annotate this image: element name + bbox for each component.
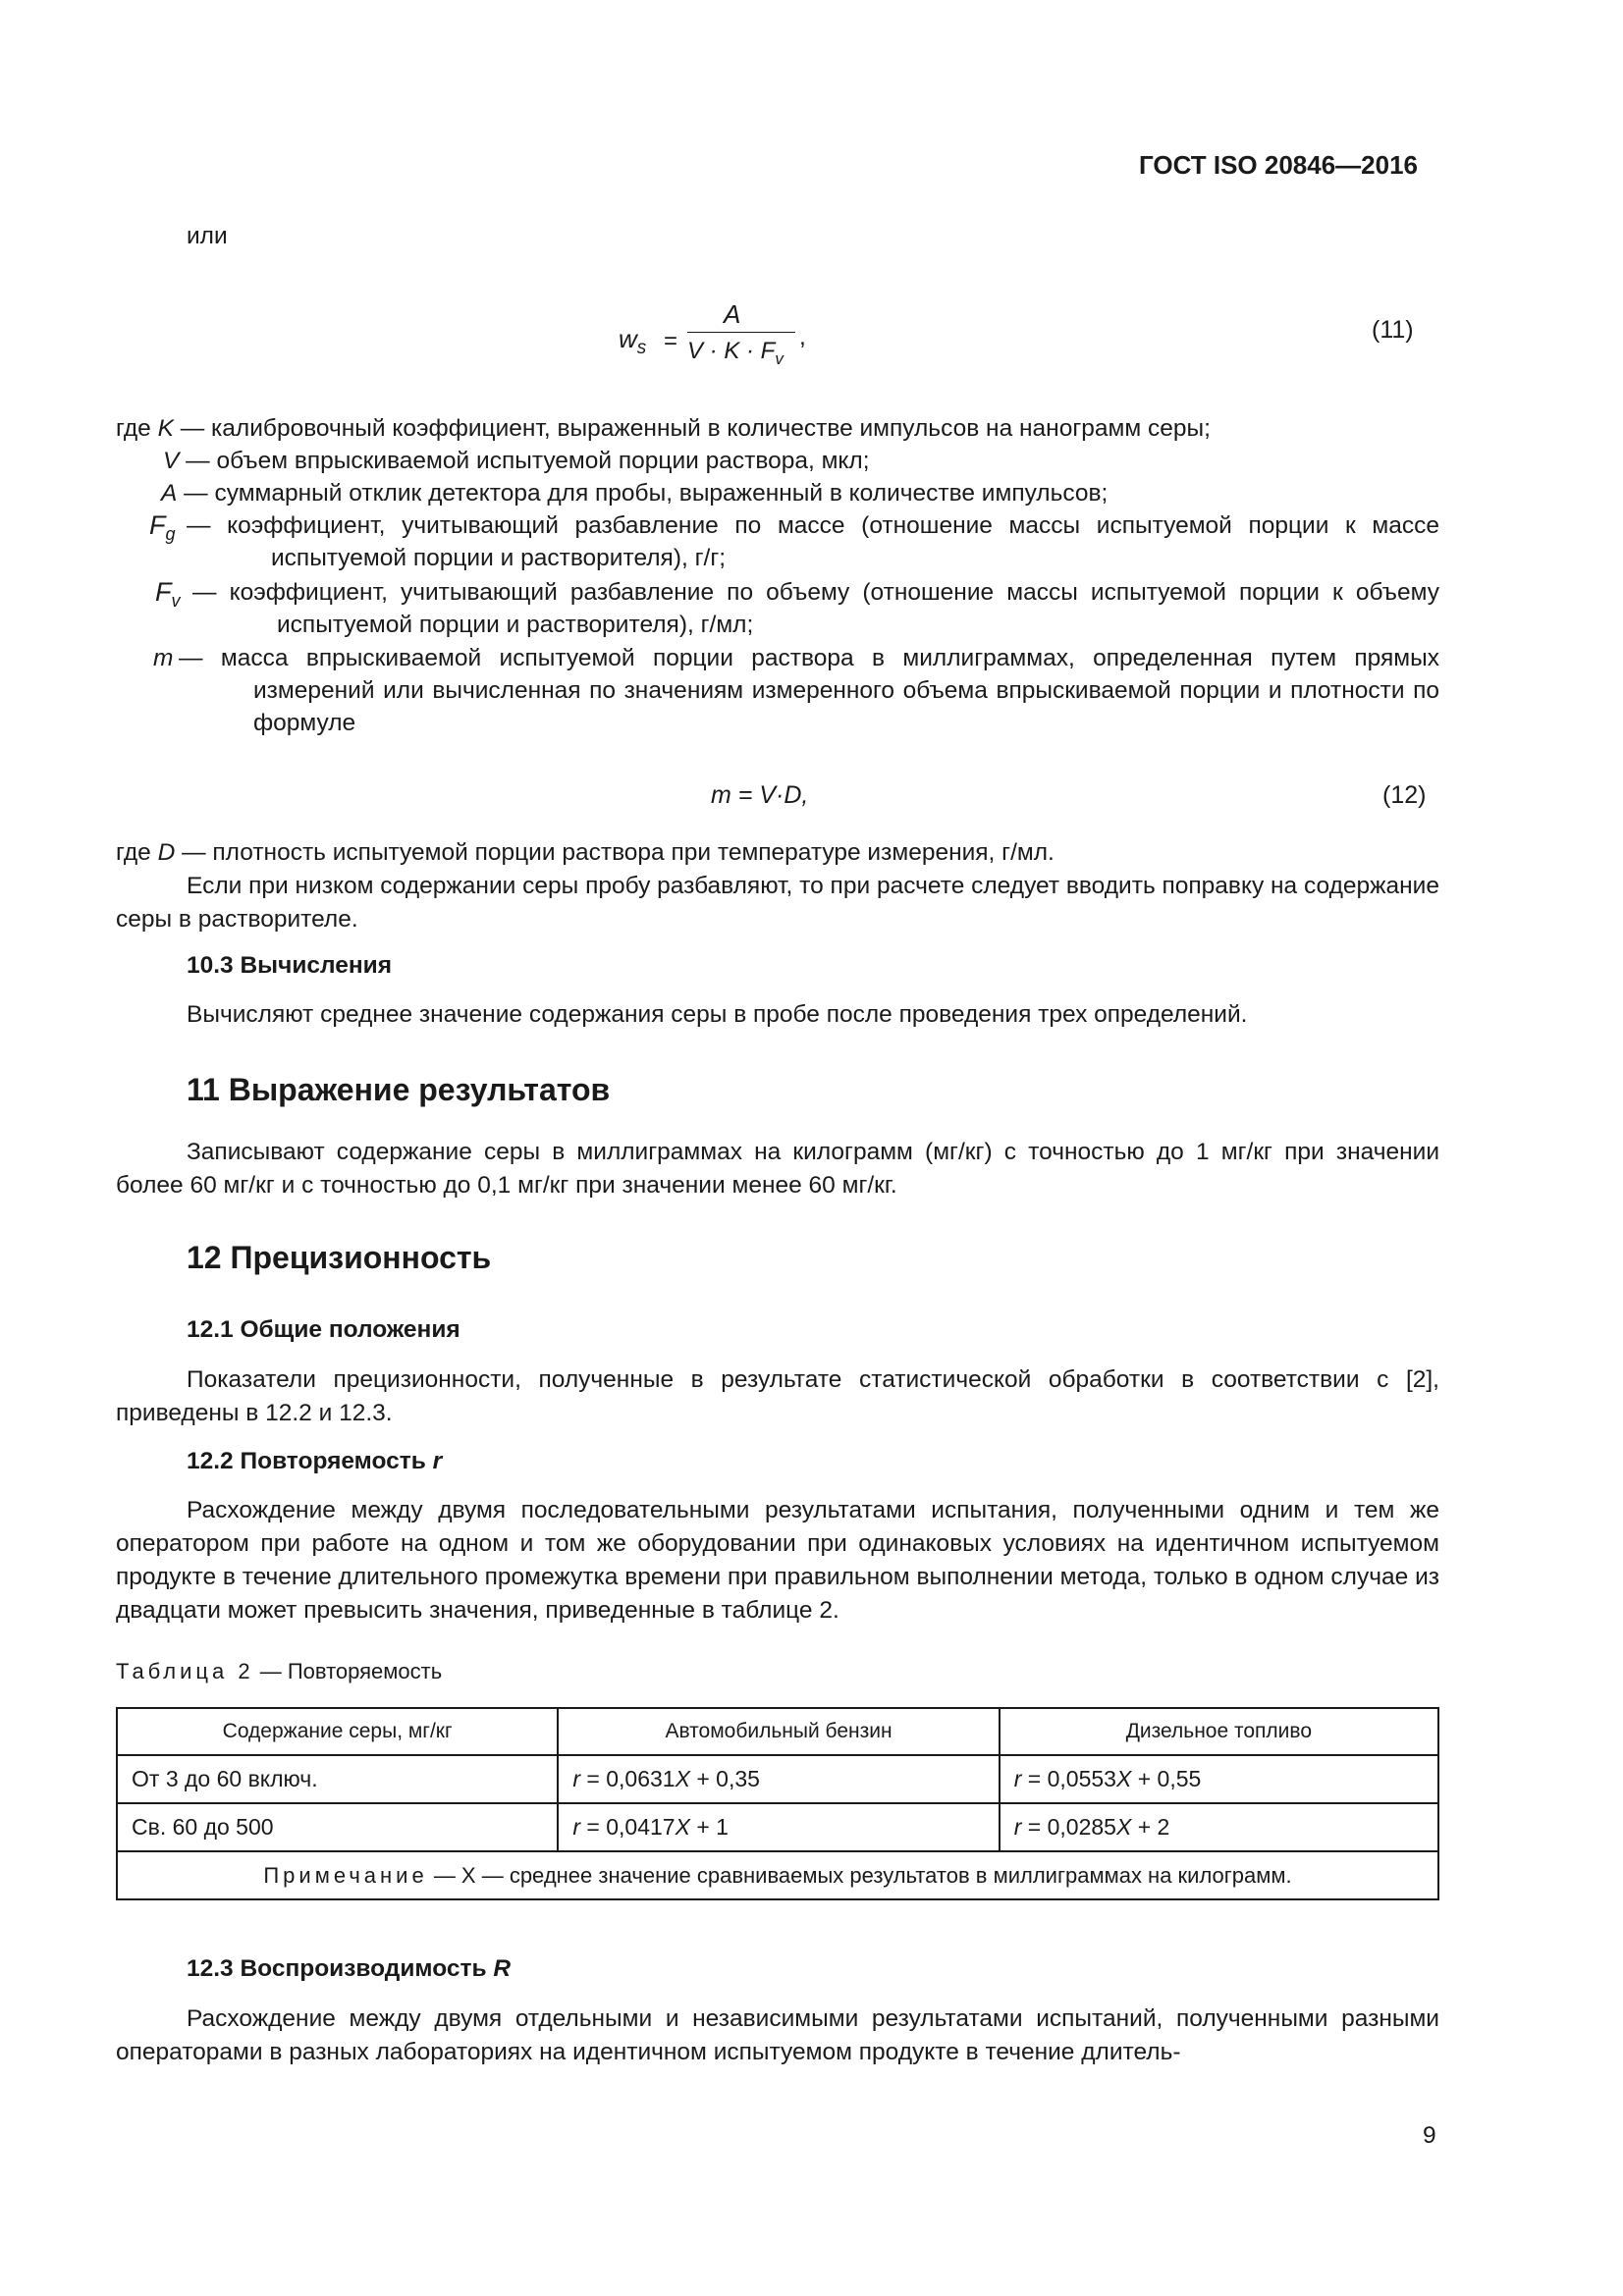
- definition-symbol: V: [163, 448, 180, 474]
- definition-item: [116, 576, 1439, 642]
- definition-item: [116, 445, 1439, 477]
- definition-text: — суммарный отклик детектора для пробы, выраженный в количестве импульсов;: [184, 480, 1109, 507]
- formula-12: m = V·D,: [711, 781, 809, 809]
- table-note-word: Примечание: [263, 1862, 428, 1888]
- table-note-text: — X — среднее значение сравниваемых результатов в миллиграммах на килограмм.: [427, 1862, 1292, 1888]
- formula-11-trail: ,: [799, 324, 806, 350]
- table-header-row: [117, 1708, 1438, 1755]
- paragraph-dilution: Если при низком содержании серы пробу разбавляют, то при расчете следует вводить поправку на содержание серы в растворителе.: [116, 873, 1439, 933]
- table-cell: От 3 до 60 включ.: [117, 1755, 558, 1803]
- definition-symbol: F: [155, 577, 172, 607]
- section-heading-12-1: 12.1 Общие положения: [187, 1316, 460, 1343]
- section-heading-symbol: r: [432, 1448, 443, 1474]
- definitions-block: [116, 412, 1439, 740]
- formula-11-number: (11): [1372, 316, 1414, 344]
- definition-symbol: K: [157, 415, 174, 442]
- table-row: [117, 1755, 1438, 1803]
- definition-symbol: m: [153, 645, 174, 671]
- section-heading-symbol: R: [493, 1955, 512, 1982]
- formula-11-denominator-sub: v: [775, 348, 784, 368]
- definition-symbol: D: [157, 839, 176, 866]
- table-caption: [116, 1659, 442, 1684]
- formula-11: $w_s$ = A $V \cdot K \cdot F_v$ ,: [619, 299, 806, 368]
- definition-item: [116, 642, 1439, 740]
- definitions-where: где: [116, 415, 151, 442]
- section-heading-11: 11 Выражение результатов: [187, 1072, 611, 1107]
- formula-11-numerator: A: [724, 299, 741, 329]
- section-heading-10-3: 10.3 Вычисления: [187, 952, 393, 979]
- definition-subscript: v: [171, 590, 181, 611]
- section-heading-12-2: [187, 1448, 442, 1475]
- section-heading-text: 12.3 Воспроизводимость: [187, 1955, 487, 1982]
- table-header-cell: Автомобильный бензин: [558, 1708, 999, 1755]
- formula-11-lhs-sub: s: [636, 338, 647, 359]
- definition-text: — плотность испытуемой порции раствора при температуре измерения, г/мл.: [182, 839, 1055, 866]
- definition-item: [116, 477, 1439, 509]
- table-cell: r = 0,0631X + 0,35: [558, 1755, 999, 1803]
- table-header-cell: Содержание серы, мг/кг: [117, 1708, 558, 1755]
- formula-11-denominator: V · K · F: [687, 338, 776, 364]
- table-note-row: [117, 1851, 1438, 1899]
- table-cell: r = 0,0285X + 2: [1000, 1803, 1438, 1851]
- repeatability-table: [116, 1707, 1439, 1900]
- section-heading-12-3: [187, 1955, 511, 1983]
- page-number: 9: [1423, 2122, 1436, 2149]
- fraction-bar: [687, 332, 795, 333]
- definition-text: — масса впрыскиваемой испытуемой порции раствора в миллиграммах, определенная путем прямых измерений или вычисленная по значениям измеренного объема впрыскиваемой порции и плотности по формуле: [179, 645, 1439, 736]
- table-row: [117, 1803, 1438, 1851]
- formula-12-number: (12): [1382, 781, 1427, 809]
- definition-text: — калибровочный коэффициент, выраженный в количестве импульсов на нанограмм серы;: [180, 415, 1211, 442]
- table-note: [117, 1851, 1438, 1899]
- formula-11-lhs: w: [619, 324, 637, 353]
- paragraph-10-3: Вычисляют среднее значение содержания серы в пробе после проведения трех определений.: [187, 1001, 1248, 1028]
- table-caption-word: Таблица 2: [116, 1659, 254, 1683]
- definition-subscript: g: [165, 523, 176, 544]
- table-header-cell: Дизельное топливо: [1000, 1708, 1438, 1755]
- section-heading-text: 12.2 Повторяемость: [187, 1448, 426, 1474]
- paragraph-11: Записывают содержание серы в миллиграммах на килограмм (мг/кг) с точностью до 1 мг/кг при значении более 60 мг/кг и с точностью до 0,1 мг/кг при значении менее 60 мг/кг.: [116, 1139, 1439, 1199]
- paragraph-12-1: Показатели прецизионности, полученные в результате статистической обработки в соответствии с [2], приведены в 12.2 и 12.3.: [116, 1366, 1439, 1426]
- paragraph-12-2: Расхождение между двумя последовательными результатами испытания, полученными одним и тем же оператором при работе на одном и том же оборудовании при одинаковых условиях на идентичном испытуемом продукте в течение длительного промежутка времени при правильном выполнении метода, только в одном случае из двадцати может превысить значения, приведенные в таблице 2.: [116, 1497, 1439, 1624]
- definition-d-where: где: [116, 839, 151, 866]
- table-cell: r = 0,0417X + 1: [558, 1803, 999, 1851]
- definition-item: [116, 509, 1439, 576]
- document-code: ГОСТ ISO 20846—2016: [1139, 150, 1419, 180]
- definition-d: [116, 839, 1055, 867]
- paragraph-12-3: Расхождение между двумя отдельными и независимыми результатами испытаний, полученными разными операторами в разных лабораториях на идентичном испытуемом продукте в течение длитель-: [116, 2005, 1439, 2065]
- intro-or: или: [187, 223, 228, 249]
- definition-text: — коэффициент, учитывающий разбавление по объему (отношение массы испытуемой порции к объему испытуемой порции и растворителя), г/мл;: [192, 579, 1439, 638]
- table-cell: Св. 60 до 500: [117, 1803, 558, 1851]
- definition-text: — объем впрыскиваемой испытуемой порции раствора, мкл;: [186, 448, 870, 474]
- table-cell: r = 0,0553X + 0,55: [1000, 1755, 1438, 1803]
- definition-symbol: F: [149, 510, 166, 540]
- section-heading-12: 12 Прецизионность: [187, 1240, 492, 1275]
- definition-item: [116, 412, 1439, 445]
- definition-text: — коэффициент, учитывающий разбавление по массе (отношение массы испытуемой порции к массе испытуемой порции и растворителя), г/г;: [187, 512, 1439, 571]
- table-caption-text: — Повторяемость: [253, 1659, 443, 1683]
- definition-symbol: A: [161, 480, 178, 507]
